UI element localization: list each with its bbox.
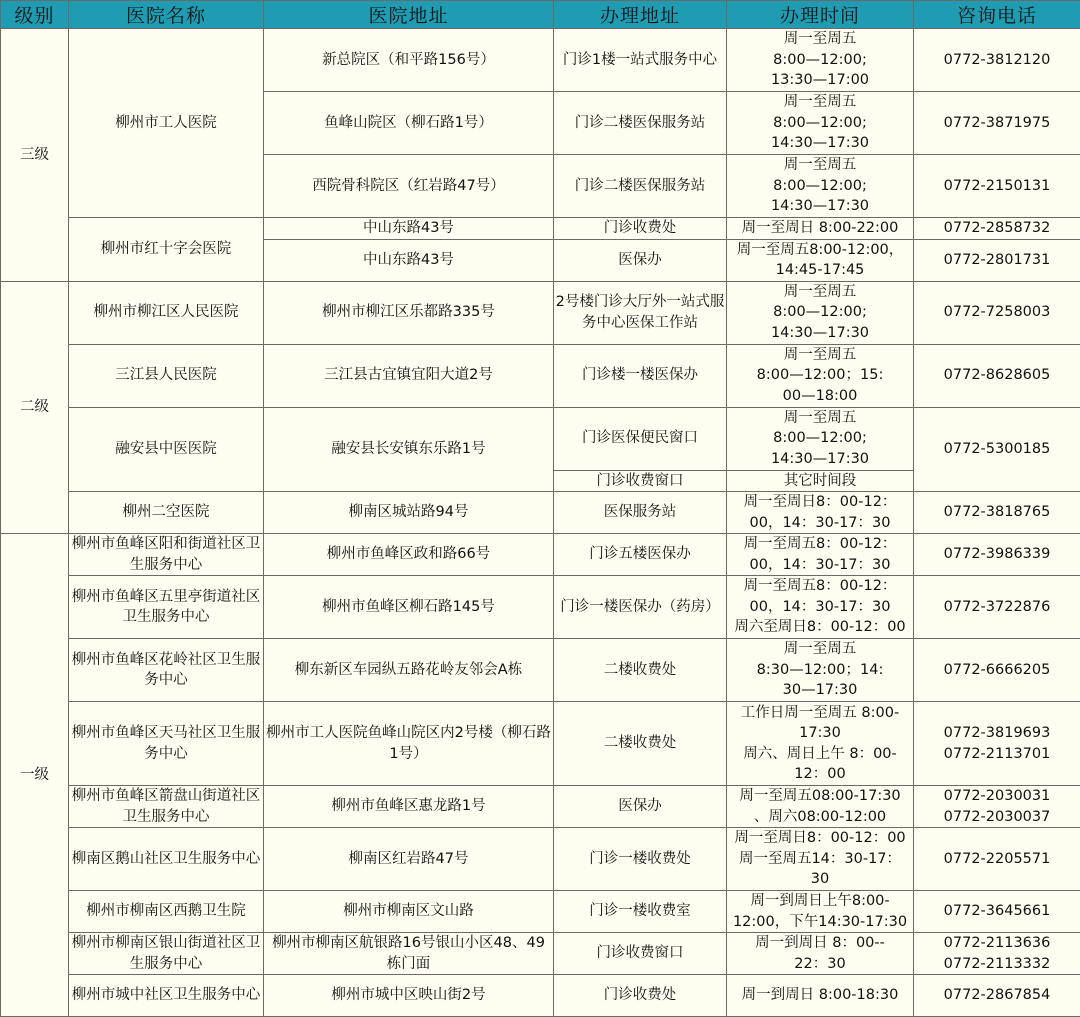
hospital-address: 西院骨科院区（红岩路47号） bbox=[264, 155, 554, 218]
hospital-address: 柳南区城站路94号 bbox=[264, 492, 554, 534]
header-hospital: 医院名称 bbox=[69, 1, 264, 29]
office-hours: 周一至周日8：00-12： 00，14：30-17：30 bbox=[727, 492, 914, 534]
hospital-address: 柳东新区车园纵五路花岭友邻会A栋 bbox=[264, 639, 554, 702]
table-row bbox=[1, 534, 1080, 576]
table-row bbox=[1, 492, 1080, 534]
hospital-address: 三江县古宜镇宜阳大道2号 bbox=[264, 344, 554, 407]
header-row bbox=[1, 1, 1080, 29]
level-cell: 一级 bbox=[1, 534, 69, 1017]
header-phone: 咨询电话 bbox=[914, 1, 1080, 29]
phone-number: 0772-3986339 bbox=[914, 534, 1080, 576]
level-cell: 二级 bbox=[1, 281, 69, 534]
table-row bbox=[1, 407, 1080, 470]
office-location: 门诊医保便民窗口 bbox=[554, 407, 727, 470]
office-hours: 周一至周五 8:30—12:00；14: 30—17:30 bbox=[727, 639, 914, 702]
office-location: 门诊一楼医保办（药房） bbox=[554, 576, 727, 639]
office-location: 门诊收费处 bbox=[554, 218, 727, 240]
hospital-name: 柳州市鱼峰区阳和街道社区卫生服务中心 bbox=[69, 534, 264, 576]
office-hours: 周一至周五08:00-17:30 、周六08:00-12:00 bbox=[727, 786, 914, 828]
hospital-address: 中山东路43号 bbox=[264, 239, 554, 281]
hospital-address: 柳州市鱼峰区政和路66号 bbox=[264, 534, 554, 576]
phone-number: 0772-3722876 bbox=[914, 576, 1080, 639]
hospital-name: 柳州二空医院 bbox=[69, 492, 264, 534]
table-row bbox=[1, 29, 1080, 92]
office-location: 门诊五楼医保办 bbox=[554, 534, 727, 576]
office-location: 二楼收费处 bbox=[554, 702, 727, 786]
office-location: 门诊一楼收费处 bbox=[554, 828, 727, 891]
phone-number: 0772-3871975 bbox=[914, 92, 1080, 155]
hospital-name: 柳州市红十字会医院 bbox=[69, 218, 264, 282]
office-hours: 周一至周日8：00-12：00 周一至周五14：30-17： 30 bbox=[727, 828, 914, 891]
hospital-name: 柳州市柳南区西鹅卫生院 bbox=[69, 891, 264, 933]
phone-number: 0772-7258003 bbox=[914, 281, 1080, 344]
table-row bbox=[1, 975, 1080, 1017]
office-hours: 其它时间段 bbox=[727, 470, 914, 492]
phone-number: 0772-2801731 bbox=[914, 239, 1080, 281]
office-location: 门诊楼一楼医保办 bbox=[554, 344, 727, 407]
phone-number: 0772-6666205 bbox=[914, 639, 1080, 702]
hospital-address: 柳州市鱼峰区惠龙路1号 bbox=[264, 786, 554, 828]
table-row bbox=[1, 281, 1080, 344]
phone-number: 0772-3645661 bbox=[914, 891, 1080, 933]
hospital-name: 柳州市柳南区银山街道社区卫生服务中心 bbox=[69, 933, 264, 975]
office-hours: 周一到周日上午8:00- 12:00，下午14:30-17:30 bbox=[727, 891, 914, 933]
hospital-name: 柳州市鱼峰区天马社区卫生服务中心 bbox=[69, 702, 264, 786]
phone-number: 0772-2858732 bbox=[914, 218, 1080, 240]
office-location: 门诊一楼收费室 bbox=[554, 891, 727, 933]
level-cell: 三级 bbox=[1, 29, 69, 282]
table-row bbox=[1, 344, 1080, 407]
hospital-address: 柳南区红岩路47号 bbox=[264, 828, 554, 891]
phone-number: 0772-3818765 bbox=[914, 492, 1080, 534]
table-row bbox=[1, 786, 1080, 828]
hospital-address: 新总院区（和平路156号） bbox=[264, 29, 554, 92]
hospital-address: 柳州市工人医院鱼峰山院区内2号楼（柳石路1号） bbox=[264, 702, 554, 786]
hospital-name: 三江县人民医院 bbox=[69, 344, 264, 407]
office-hours: 周一至周五8：00-12： 00，14：30-17：30 周六至周日8：00-12：00 bbox=[727, 576, 914, 639]
office-hours: 周一至周五 8:00—12:00; 14:30—17:30 bbox=[727, 92, 914, 155]
header-address: 医院地址 bbox=[264, 1, 554, 29]
hospital-address: 鱼峰山院区（柳石路1号） bbox=[264, 92, 554, 155]
hospital-name: 柳州市鱼峰区花岭社区卫生服务中心 bbox=[69, 639, 264, 702]
phone-number: 0772-8628605 bbox=[914, 344, 1080, 407]
office-location: 2号楼门诊大厅外一站式服务中心医保工作站 bbox=[554, 281, 727, 344]
office-hours: 周一至周五8：00-12： 00，14：30-17：30 bbox=[727, 534, 914, 576]
office-hours: 周一到周日 8:00-18:30 bbox=[727, 975, 914, 1017]
hospital-name: 柳州市鱼峰区箭盘山街道社区卫生服务中心 bbox=[69, 786, 264, 828]
header-hours: 办理时间 bbox=[727, 1, 914, 29]
office-hours: 周一至周五 8:00—12:00；15: 00—18:00 bbox=[727, 344, 914, 407]
phone-number: 0772-2867854 bbox=[914, 975, 1080, 1017]
office-location: 医保服务站 bbox=[554, 492, 727, 534]
header-level: 级别 bbox=[1, 1, 69, 29]
hospital-name: 柳州市鱼峰区五里亭街道社区卫生服务中心 bbox=[69, 576, 264, 639]
hospital-name: 柳州市工人医院 bbox=[69, 29, 264, 218]
office-hours: 周一至周五 8:00—12:00; 14:30—17:30 bbox=[727, 281, 914, 344]
table-row bbox=[1, 702, 1080, 786]
phone-number: 0772-3812120 bbox=[914, 29, 1080, 92]
office-hours: 工作日周一至周五 8:00- 17:30 周六、周日上午 8：00- 12：00 bbox=[727, 702, 914, 786]
office-location: 医保办 bbox=[554, 239, 727, 281]
hospital-name: 柳南区鹅山社区卫生服务中心 bbox=[69, 828, 264, 891]
table-row bbox=[1, 828, 1080, 891]
office-hours: 周一至周五 8:00—12:00; 14:30—17:30 bbox=[727, 407, 914, 470]
phone-number: 0772-2150131 bbox=[914, 155, 1080, 218]
office-hours: 周一至周五8:00-12:00， 14:45-17:45 bbox=[727, 239, 914, 281]
office-hours: 周一至周日 8:00-22:00 bbox=[727, 218, 914, 240]
office-location: 门诊收费窗口 bbox=[554, 470, 727, 492]
office-hours: 周一到周日 8：00-- 22：30 bbox=[727, 933, 914, 975]
table-row bbox=[1, 933, 1080, 975]
hospital-address: 融安县长安镇东乐路1号 bbox=[264, 407, 554, 492]
hospital-address: 柳州市柳江区乐都路335号 bbox=[264, 281, 554, 344]
table-row bbox=[1, 576, 1080, 639]
hospital-address: 柳州市柳南区文山路 bbox=[264, 891, 554, 933]
header-office: 办理地址 bbox=[554, 1, 727, 29]
phone-number: 0772-2205571 bbox=[914, 828, 1080, 891]
hospital-name: 柳州市城中社区卫生服务中心 bbox=[69, 975, 264, 1017]
phone-number: 0772-5300185 bbox=[914, 407, 1080, 492]
hospital-address: 柳州市城中区映山街2号 bbox=[264, 975, 554, 1017]
phone-number: 0772-2113636 0772-2113332 bbox=[914, 933, 1080, 975]
office-location: 门诊收费处 bbox=[554, 975, 727, 1017]
office-location: 门诊二楼医保服务站 bbox=[554, 92, 727, 155]
table-row bbox=[1, 218, 1080, 240]
office-location: 门诊1楼一站式服务中心 bbox=[554, 29, 727, 92]
office-hours: 周一至周五 8:00—12:00; 13:30—17:00 bbox=[727, 29, 914, 92]
table-row bbox=[1, 639, 1080, 702]
office-location: 门诊二楼医保服务站 bbox=[554, 155, 727, 218]
office-location: 门诊收费窗口 bbox=[554, 933, 727, 975]
hospital-address: 柳州市鱼峰区柳石路145号 bbox=[264, 576, 554, 639]
table-row bbox=[1, 891, 1080, 933]
hospital-name: 柳州市柳江区人民医院 bbox=[69, 281, 264, 344]
hospital-address: 中山东路43号 bbox=[264, 218, 554, 240]
hospital-address: 柳州市柳南区航银路16号银山小区48、49栋门面 bbox=[264, 933, 554, 975]
office-hours: 周一至周五 8:00—12:00; 14:30—17:30 bbox=[727, 155, 914, 218]
phone-number: 0772-2030031 0772-2030037 bbox=[914, 786, 1080, 828]
office-location: 二楼收费处 bbox=[554, 639, 727, 702]
hospital-name: 融安县中医医院 bbox=[69, 407, 264, 492]
office-location: 医保办 bbox=[554, 786, 727, 828]
phone-number: 0772-3819693 0772-2113701 bbox=[914, 702, 1080, 786]
